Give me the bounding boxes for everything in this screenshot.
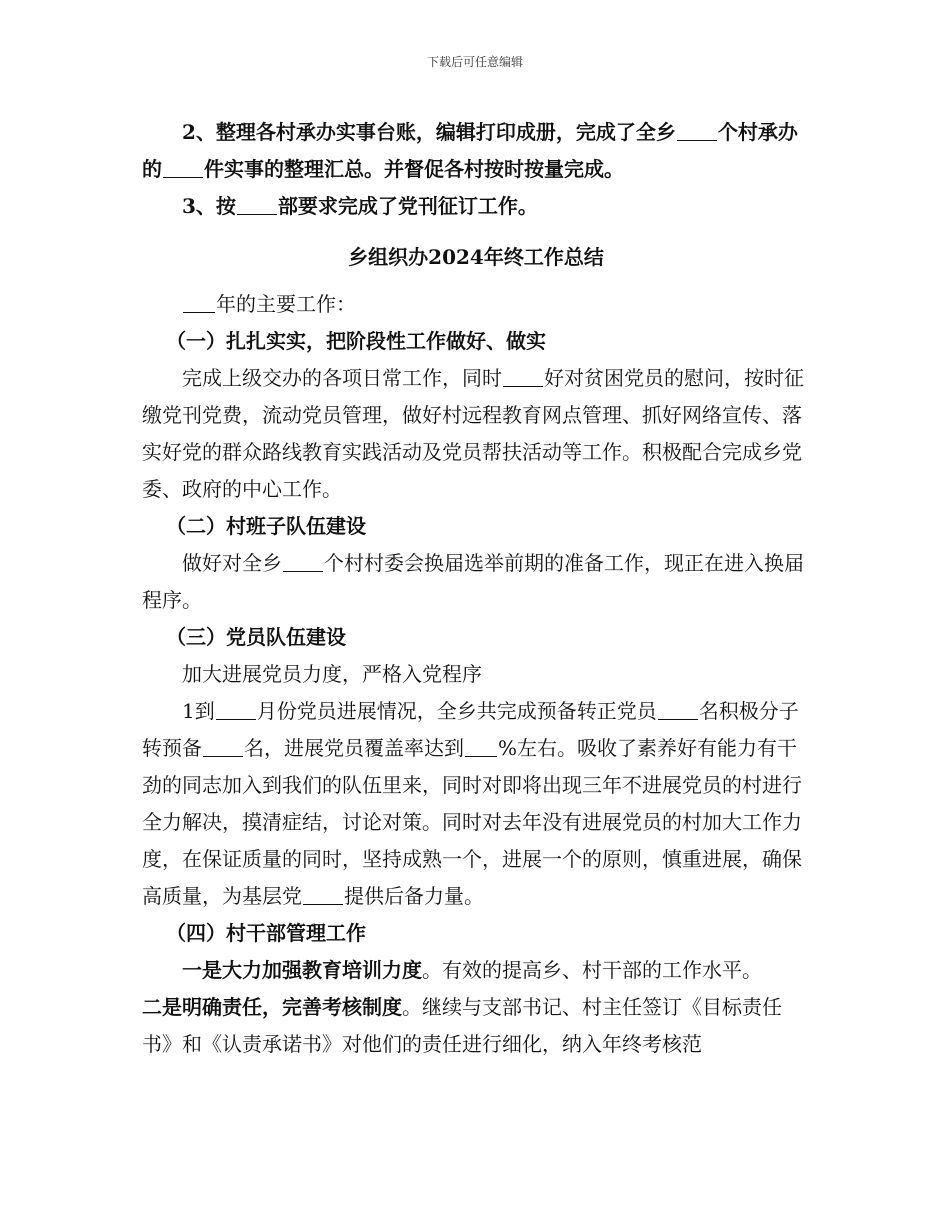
blank-field (283, 551, 323, 572)
section-heading-2: （二）村班子队伍建设 (166, 514, 366, 538)
main-work-intro: 年的主要工作： (142, 286, 810, 323)
section-heading-3: （三）党员队伍建设 (166, 625, 346, 649)
section-4-paragraph-2: 二是明确责任，完善考核制度。继续与支部书记、村主任签订《目标责任书》和《认责承诺书》对他们的责任进行细化，纳入年终考核范 (142, 995, 782, 1056)
blank-field (503, 366, 543, 387)
section-1-paragraph: 完成上级交办的各项日常工作，同时 好对贫困党员的慰问，按时征缴党刊党费，流动党员管理，做好村远程教育网点管理、抓好网络宣传、落实好党的群众路线教育实践活动及党员帮扶活动等工作。积极配合完成乡党委、政府的中心工作。 (142, 366, 804, 501)
document-body (142, 114, 810, 1063)
section-heading-4: （四）村干部管理工作 (166, 921, 366, 945)
section-2-paragraph: 做好对全乡 个村村委会换届选举前期的准备工作，现正在进入换届程序。 (142, 551, 804, 612)
blank-field (163, 157, 203, 178)
blank-field (303, 884, 343, 905)
blank-field (183, 292, 215, 313)
blank-field (216, 699, 256, 720)
page-header: 下载后可任意编辑 (426, 55, 523, 69)
blank-field (237, 194, 277, 215)
blank-field (465, 736, 497, 757)
blank-field (677, 120, 717, 141)
section-4-paragraph-1: 一是大力加强教育培训力度。有效的提高乡、村干部的工作水平。 (182, 958, 762, 982)
intro-item-2: 2、整理各村承办实事台账，编辑打印成册，完成了全乡 个村承办的 件实事的整理汇总。并督促各村按时按量完成。 (142, 120, 798, 181)
blank-field (658, 699, 698, 720)
blank-field (203, 736, 243, 757)
document-title: 乡组织办2024年终工作总结 (348, 245, 604, 269)
section-heading-1: （一）扎扎实实，把阶段性工作做好、做实 (166, 329, 546, 353)
intro-item-3: 3、按 部要求完成了党刊征订工作。 (182, 194, 538, 218)
section-3-paragraph-2: 1到 月份党员进展情况，全乡共完成预备转正党员 名积极分子转预备 名，进展党员覆盖率达到 %左右。吸收了素养好有能力有干劲的同志加入到我们的队伍里来，同时对即将出现三年不进展党员的村进行全力解决，摸清症结，讨论对策。同时对去年没有进展党员的村加大工作力度，在保证质量的同时，坚持成熟一个，进展一个的原则，慎重进展，确保高质量，为基层党 提供后备力量。 (142, 699, 802, 908)
section-3-paragraph-1: 加大进展党员力度，严格入党程序 (182, 662, 482, 686)
